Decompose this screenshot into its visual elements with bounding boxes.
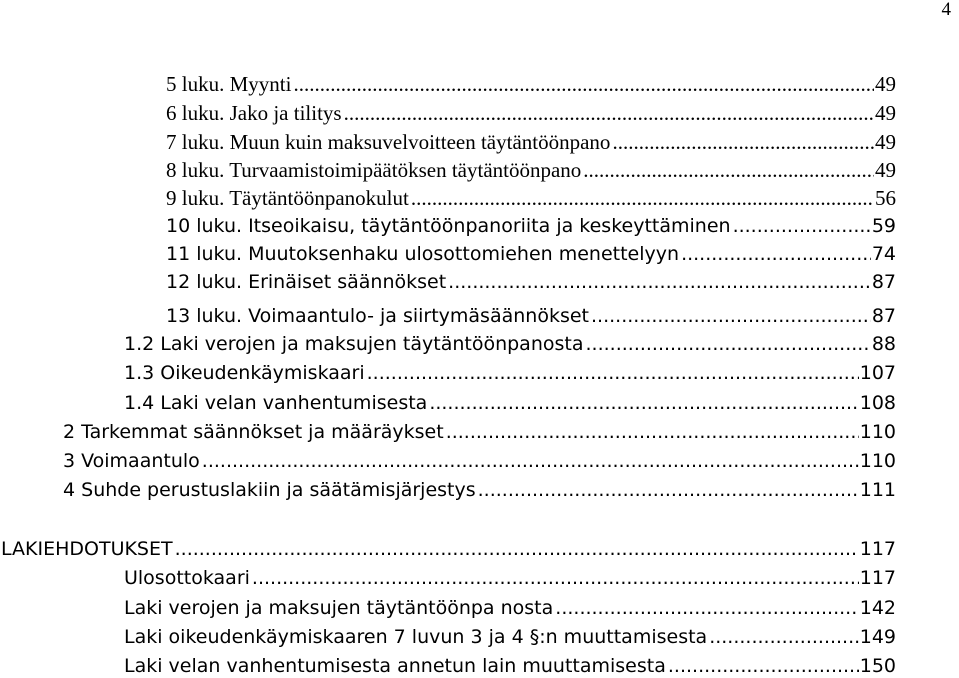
toc-entry[interactable]: [63, 447, 896, 473]
toc-entry-page: 49: [875, 101, 896, 125]
dot-leader: [681, 242, 871, 266]
toc-entry-label: 9 luku. Täytäntöönpanokulut: [166, 186, 409, 210]
toc-entry-page: 49: [875, 158, 896, 182]
toc-entry-label: 6 luku. Jako ja tilitys: [166, 101, 342, 125]
page-number: 4: [941, 0, 951, 20]
toc-entry-page: 110: [859, 450, 896, 472]
toc-entry[interactable]: [1, 535, 896, 561]
toc-entry[interactable]: [124, 564, 896, 590]
toc-entry-label: 7 luku. Muun kuin maksuvelvoitteen täytäntöönpano: [166, 130, 611, 154]
toc-entry[interactable]: [124, 623, 896, 649]
toc-entry-page: 150: [859, 655, 896, 677]
dot-leader: [668, 654, 859, 678]
toc-entry-label: 10 luku. Itseoikaisu, täytäntöönpanoriita ja keskeyttäminen: [166, 215, 731, 237]
toc-entry-label: 11 luku. Muutoksenhaku ulosottomiehen menettelyyn: [166, 243, 680, 265]
toc-entry-label: 3 Voimaantulo: [63, 450, 200, 472]
toc-entry-label: 8 luku. Turvaamistoimipäätöksen täytäntöönpano: [166, 158, 582, 182]
toc-entry-page: 49: [875, 72, 896, 96]
dot-leader: [367, 361, 859, 385]
dot-leader: [586, 332, 871, 356]
dot-leader: [709, 625, 859, 649]
dot-leader: [411, 186, 874, 210]
dot-leader: [583, 158, 874, 182]
toc-entry-page: 117: [859, 567, 896, 589]
toc-entry-page: 59: [871, 215, 896, 237]
toc-entry-page: 110: [859, 421, 896, 443]
dot-leader: [202, 449, 859, 473]
toc-entry[interactable]: [124, 359, 896, 385]
toc-entry-page: 87: [871, 305, 896, 327]
toc-entry-page: 88: [871, 333, 896, 355]
toc-entry-page: 74: [871, 243, 896, 265]
dot-leader: [175, 537, 859, 561]
toc-entry-page: 56: [875, 186, 896, 210]
toc-entry[interactable]: [124, 330, 896, 356]
dot-leader: [446, 420, 859, 444]
toc-entry-label: Ulosottokaari: [124, 567, 250, 589]
toc-entry-label: Laki verojen ja maksujen täytäntöönpa nosta: [124, 597, 554, 619]
toc-entry[interactable]: [124, 652, 896, 678]
toc-entry-label: Laki velan vanhentumisesta annetun lain muuttamisesta: [124, 655, 666, 677]
toc-entry-page: 107: [859, 362, 896, 384]
dot-leader: [293, 72, 874, 96]
dot-leader: [252, 566, 859, 590]
toc-entry[interactable]: [166, 212, 896, 238]
toc-entry-page: 49: [875, 130, 896, 154]
toc-entry-label: LAKIEHDOTUKSET: [1, 538, 173, 560]
dot-leader: [555, 596, 858, 620]
dot-leader: [591, 304, 871, 328]
dot-leader: [733, 214, 871, 238]
toc-entry-label: 1.4 Laki velan vanhentumisesta: [124, 392, 428, 414]
dot-leader: [448, 270, 871, 294]
toc-entry-label: Laki oikeudenkäymiskaaren 7 luvun 3 ja 4 §:n muuttamisesta: [124, 626, 708, 648]
toc-entry-label: 13 luku. Voimaantulo- ja siirtymäsäännökset: [166, 305, 589, 327]
toc-entry-page: 149: [859, 626, 896, 648]
toc-entry[interactable]: [124, 389, 896, 415]
toc-entry-page: 142: [859, 597, 896, 619]
toc-entry[interactable]: [166, 156, 896, 182]
toc-entry-page: 117: [859, 538, 896, 560]
toc-entry-label: 1.2 Laki verojen ja maksujen täytäntöönpanosta: [124, 333, 584, 355]
toc-entry[interactable]: [166, 240, 896, 266]
toc-entry[interactable]: [166, 70, 896, 96]
toc-entry-label: 12 luku. Erinäiset säännökset: [166, 271, 447, 293]
dot-leader: [429, 391, 858, 415]
toc-entry-page: 111: [859, 479, 896, 501]
dot-leader: [612, 130, 874, 154]
dot-leader: [478, 478, 859, 502]
toc-entry-page: 87: [871, 271, 896, 293]
toc-entry-label: 2 Tarkemmat säännökset ja määräykset: [63, 421, 444, 443]
toc-entry-page: 108: [859, 392, 896, 414]
toc-entry-label: 4 Suhde perustuslakiin ja säätämisjärjestys: [63, 479, 476, 501]
dot-leader: [344, 101, 874, 125]
toc-entry[interactable]: [63, 476, 896, 502]
toc-entry[interactable]: [166, 184, 896, 210]
toc-entry[interactable]: [166, 268, 896, 294]
toc-entry[interactable]: [166, 128, 896, 154]
toc-entry[interactable]: [63, 418, 896, 444]
toc-entry-label: 5 luku. Myynti: [166, 72, 292, 96]
toc-entry[interactable]: [124, 594, 896, 620]
toc-entry[interactable]: [166, 99, 896, 125]
toc-entry[interactable]: [166, 302, 896, 328]
toc-entry-label: 1.3 Oikeudenkäymiskaari: [124, 362, 365, 384]
